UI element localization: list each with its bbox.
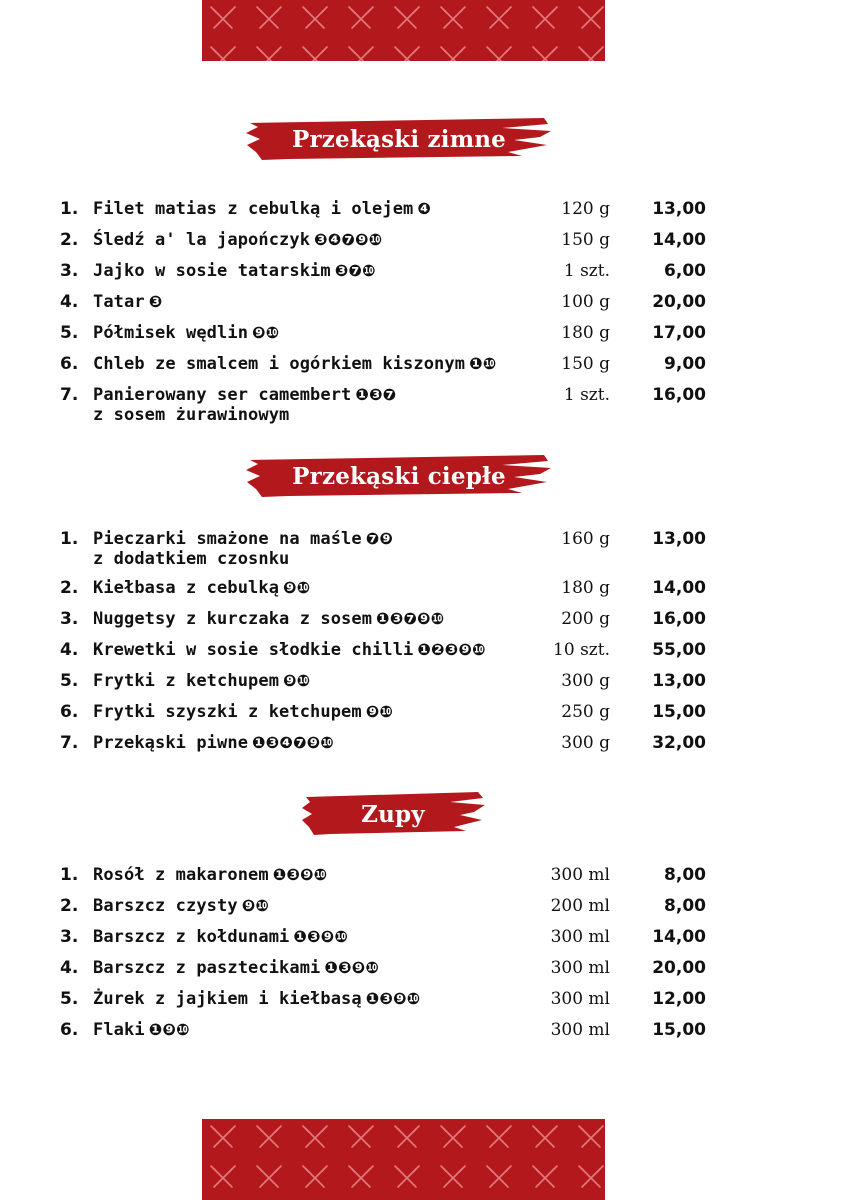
item-name: Barszcz czysty ❾❿ [93, 896, 269, 916]
allergen-badges: ❹ [417, 199, 432, 218]
item-number: 4. [60, 292, 79, 312]
menu-item [0, 640, 848, 671]
item-price: 15,00 [652, 702, 706, 722]
section-title-cold-appetizers [244, 115, 554, 163]
allergen-badges: ❶❸❾❿ [272, 865, 328, 884]
item-price: 13,00 [652, 529, 706, 549]
item-quantity: 300 ml [550, 989, 610, 1009]
menu-item [0, 989, 848, 1020]
item-name: Jajko w sosie tatarskim ❸❼❿ [93, 261, 376, 281]
item-name: Tatar ❸ [93, 292, 163, 312]
section-title-text: Przekąski zimne [291, 125, 507, 153]
item-number: 3. [60, 927, 79, 947]
item-price: 14,00 [652, 578, 706, 598]
item-quantity: 100 g [561, 292, 610, 312]
menu-item [0, 385, 848, 432]
item-quantity: 1 szt. [563, 385, 610, 405]
item-name: Kiełbasa z cebulką ❾❿ [93, 578, 311, 598]
allergen-badges: ❾❿ [365, 702, 394, 721]
item-price: 16,00 [652, 609, 706, 629]
item-number: 5. [60, 989, 79, 1009]
allergen-badges: ❶❸❾❿ [324, 958, 379, 977]
menu-item [0, 199, 848, 230]
item-name: Nuggetsy z kurczaka z sosem ❶❸❼❾❿ [93, 609, 445, 629]
item-price: 8,00 [664, 896, 706, 916]
allergen-badges: ❾❿ [283, 671, 311, 690]
header-pattern-band [202, 0, 605, 61]
item-quantity: 150 g [561, 354, 610, 374]
item-price: 14,00 [652, 927, 706, 947]
menu-item [0, 609, 848, 640]
item-name: Przekąski piwne ❶❸❹❼❾❿ [93, 733, 334, 753]
item-name: Śledź a' la japończyk ❸❹❼❾❿ [93, 230, 383, 250]
item-price: 16,00 [652, 385, 706, 405]
menu-item [0, 292, 848, 323]
menu-item [0, 896, 848, 927]
soups-list [0, 865, 848, 1051]
item-price: 20,00 [652, 292, 706, 312]
section-title-hot-appetizers [244, 452, 554, 500]
allergen-badges: ❾❿ [252, 323, 280, 342]
item-price: 13,00 [652, 199, 706, 219]
item-quantity: 200 g [561, 609, 610, 629]
allergen-badges: ❶❸❼ [355, 385, 397, 404]
allergen-badges: ❶❸❼❾❿ [376, 609, 445, 628]
cold-appetizers-list [0, 199, 848, 432]
item-quantity: 300 ml [550, 865, 610, 885]
item-price: 55,00 [652, 640, 706, 660]
menu-item [0, 354, 848, 385]
item-quantity: 160 g [561, 529, 610, 549]
item-name: Krewetki w sosie słodkie chilli ❶❷❸❾❿ [93, 640, 486, 660]
item-number: 6. [60, 1020, 79, 1040]
menu-item [0, 230, 848, 261]
allergen-badges: ❶❷❸❾❿ [417, 640, 486, 659]
item-number: 1. [60, 865, 79, 885]
menu-item [0, 865, 848, 896]
section-title-text: Zupy [361, 800, 425, 828]
item-quantity: 120 g [561, 199, 610, 219]
item-price: 9,00 [664, 354, 706, 374]
item-quantity: 300 g [561, 733, 610, 753]
item-number: 4. [60, 958, 79, 978]
item-price: 32,00 [652, 733, 706, 753]
item-quantity: 300 g [561, 671, 610, 691]
menu-item [0, 958, 848, 989]
allergen-badges: ❶❾❿ [148, 1020, 190, 1039]
menu-item [0, 1020, 848, 1051]
allergen-badges: ❶❸❾❿ [365, 989, 421, 1008]
item-name: Frytki szyszki z ketchupem ❾❿ [93, 702, 394, 722]
item-quantity: 250 g [561, 702, 610, 722]
allergen-badges: ❶❸❹❼❾❿ [252, 733, 334, 752]
section-title-soups [300, 790, 486, 838]
item-number: 6. [60, 702, 79, 722]
item-price: 6,00 [664, 261, 706, 281]
item-price: 13,00 [652, 671, 706, 691]
item-quantity: 200 ml [550, 896, 610, 916]
allergen-badges: ❾❿ [283, 578, 311, 597]
item-number: 7. [60, 733, 79, 753]
item-quantity: 300 ml [550, 958, 610, 978]
menu-item [0, 702, 848, 733]
item-number: 5. [60, 671, 79, 691]
item-number: 6. [60, 354, 79, 374]
menu-item [0, 927, 848, 958]
item-name: Półmisek wędlin ❾❿ [93, 323, 280, 343]
item-number: 1. [60, 529, 79, 549]
menu-item [0, 578, 848, 609]
item-number: 7. [60, 385, 79, 405]
item-number: 2. [60, 896, 79, 916]
item-price: 15,00 [652, 1020, 706, 1040]
item-number: 3. [60, 261, 79, 281]
fork-knife-pattern [202, 1119, 605, 1200]
allergen-badges: ❸ [148, 292, 163, 311]
item-quantity: 1 szt. [563, 261, 610, 281]
item-quantity: 300 ml [550, 1020, 610, 1040]
item-name: Filet matias z cebulką i olejem ❹ [93, 199, 432, 219]
item-quantity: 180 g [561, 578, 610, 598]
item-number: 1. [60, 199, 79, 219]
footer-pattern-band [202, 1119, 605, 1200]
allergen-badges: ❾❿ [241, 896, 269, 915]
item-quantity: 150 g [561, 230, 610, 250]
item-name-line2: z dodatkiem czosnku [93, 549, 290, 569]
allergen-badges: ❼❾ [365, 529, 394, 548]
item-number: 2. [60, 230, 79, 250]
allergen-badges: ❶❸❾❿ [293, 927, 348, 946]
fork-knife-pattern [202, 0, 605, 61]
item-quantity: 10 szt. [553, 640, 610, 660]
item-number: 4. [60, 640, 79, 660]
item-number: 5. [60, 323, 79, 343]
menu-item [0, 323, 848, 354]
item-quantity: 180 g [561, 323, 610, 343]
item-price: 8,00 [664, 865, 706, 885]
item-price: 20,00 [652, 958, 706, 978]
item-name: Barszcz z pasztecikami ❶❸❾❿ [93, 958, 379, 978]
allergen-badges: ❸❼❿ [334, 261, 376, 280]
hot-appetizers-list [0, 529, 848, 764]
section-title-text: Przekąski ciepłe [292, 462, 506, 490]
item-number: 3. [60, 609, 79, 629]
item-price: 14,00 [652, 230, 706, 250]
item-name: Pieczarki smażone na maśle ❼❾ z dodatkiem czosnku [93, 529, 394, 569]
item-number: 2. [60, 578, 79, 598]
item-name: Chleb ze smalcem i ogórkiem kiszonym ❶❿ [93, 354, 497, 374]
item-name-line2: z sosem żurawinowym [93, 405, 290, 425]
item-quantity: 300 ml [550, 927, 610, 947]
menu-item [0, 261, 848, 292]
item-name: Barszcz z kołdunami ❶❸❾❿ [93, 927, 348, 947]
item-price: 12,00 [652, 989, 706, 1009]
allergen-badges: ❸❹❼❾❿ [314, 230, 383, 249]
item-price: 17,00 [652, 323, 706, 343]
allergen-badges: ❶❿ [469, 354, 497, 373]
menu-item [0, 733, 848, 764]
item-name: Żurek z jajkiem i kiełbasą ❶❸❾❿ [93, 989, 421, 1009]
item-name: Rosół z makaronem ❶❸❾❿ [93, 865, 328, 885]
item-name: Frytki z ketchupem ❾❿ [93, 671, 311, 691]
item-name: Panierowany ser camembert ❶❸❼ z sosem żurawinowym [93, 385, 397, 425]
item-name: Flaki ❶❾❿ [93, 1020, 190, 1040]
menu-item [0, 529, 848, 578]
menu-item [0, 671, 848, 702]
